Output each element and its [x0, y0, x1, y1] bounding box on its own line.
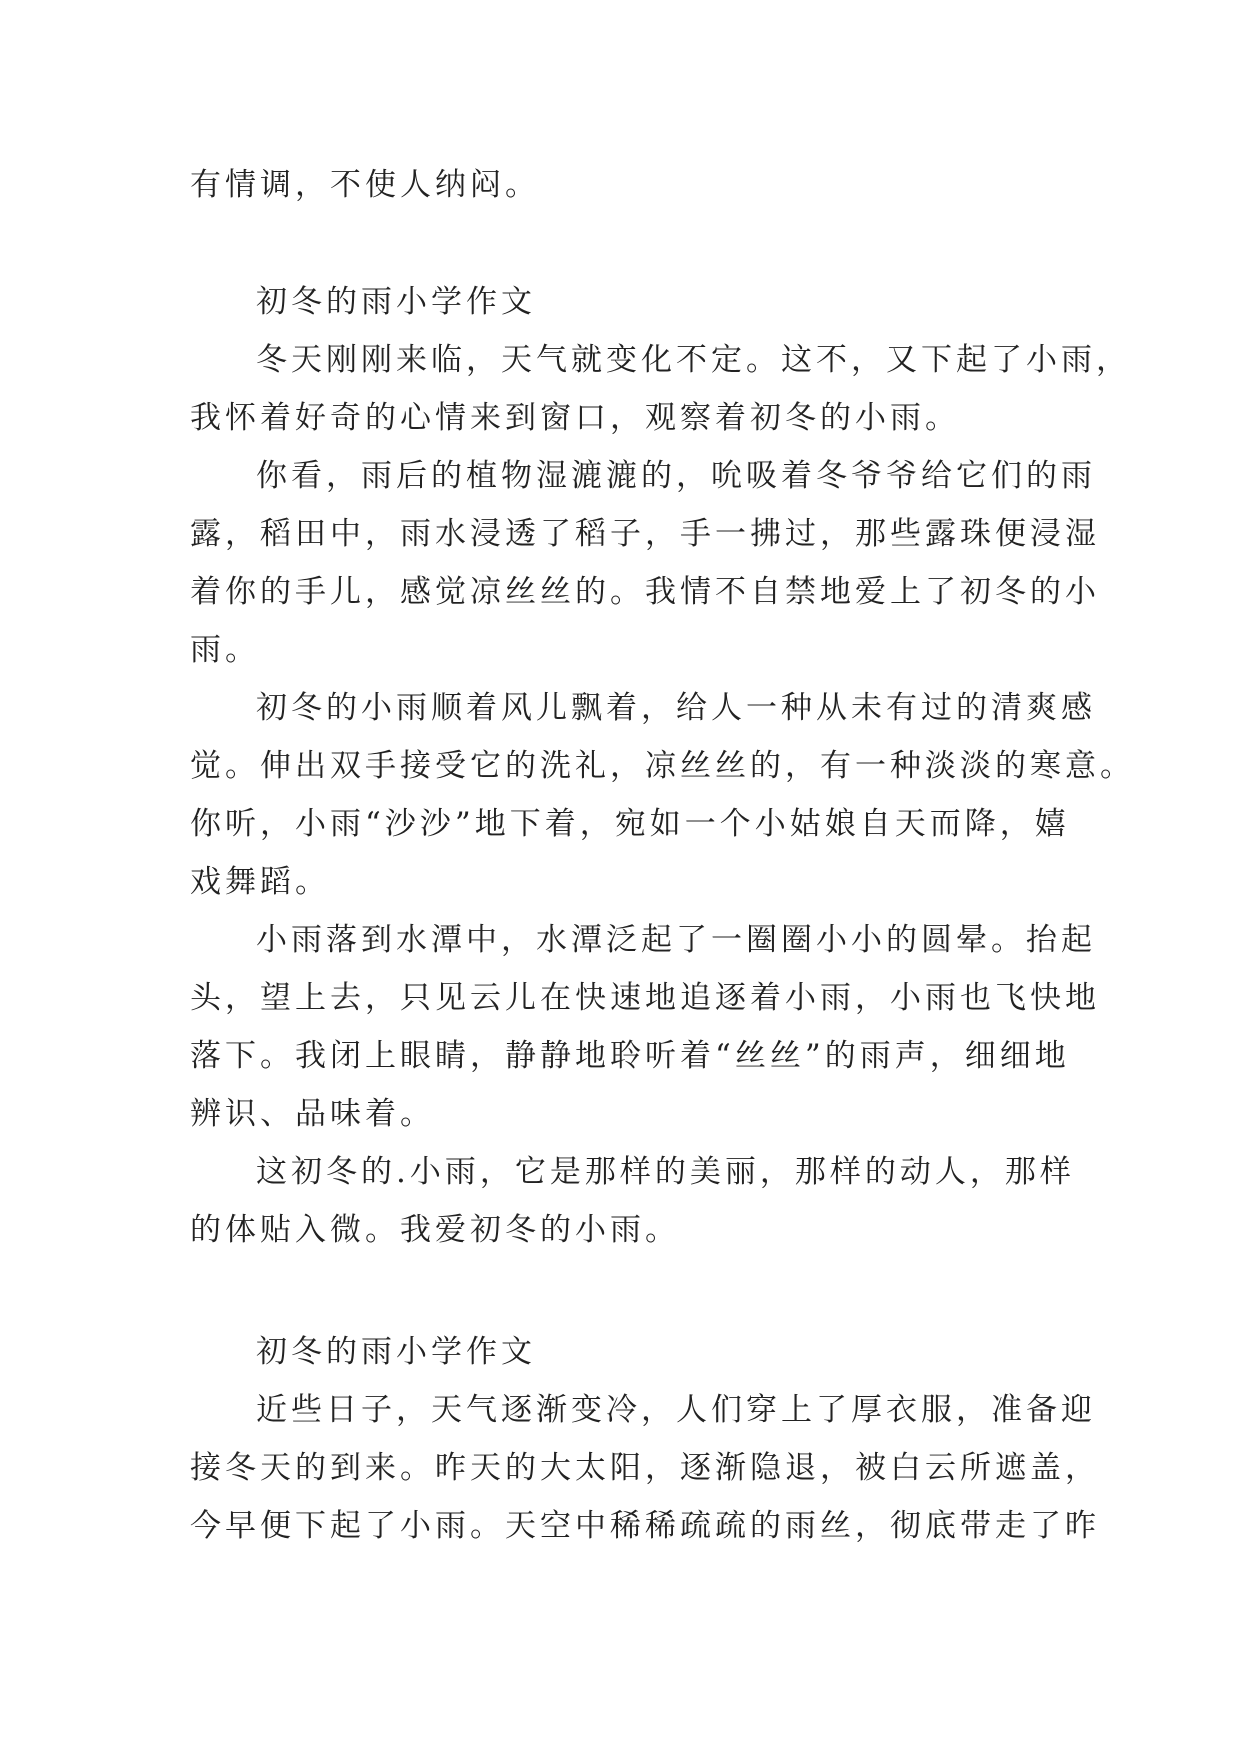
- text-line: 你听，小雨“沙沙”地下着，宛如一个小姑娘自天而降，嬉: [190, 806, 1070, 842]
- essay-1: [190, 273, 1135, 1259]
- text-line: 冬天刚刚来临，天气就变化不定。这不，又下起了小雨，: [256, 342, 1131, 378]
- text-line: 辨识、品味着。: [190, 1096, 435, 1132]
- text-line: 接冬天的到来。昨天的大太阳，逐渐隐退，被白云所遮盖，: [190, 1450, 1100, 1486]
- text-line: 落下。我闭上眼睛，静静地聆听着“丝丝”的雨声，细细地: [190, 1038, 1070, 1074]
- text-line: 露，稻田中，雨水浸透了稻子，手一拂过，那些露珠便浸湿: [190, 516, 1100, 552]
- text-line: 的体贴入微。我爱初冬的小雨。: [190, 1212, 680, 1248]
- essay-2-paragraph-1: [190, 1381, 1100, 1555]
- essay-1-paragraph-4: [190, 911, 1100, 1143]
- text-line: 雨。: [190, 632, 260, 668]
- essay-1-paragraph-5: [190, 1143, 1075, 1259]
- text-line: 小雨落到水潭中，水潭泛起了一圈圈小小的圆晕。抬起: [256, 922, 1096, 958]
- essay-title: 初冬的雨小学作文: [256, 284, 536, 320]
- intro-paragraph: [190, 156, 1060, 214]
- text-line: 近些日子，天气逐渐变冷，人们穿上了厚衣服，准备迎: [256, 1392, 1096, 1428]
- essay-1-paragraph-2: [190, 447, 1100, 679]
- essay-title: 初冬的雨小学作文: [256, 1334, 536, 1370]
- text-line: 这初冬的.小雨，它是那样的美丽，那样的动人，那样: [256, 1154, 1075, 1190]
- text-line: 有情调，不使人纳闷。: [190, 167, 540, 203]
- text-line: 你看，雨后的植物湿漉漉的，吮吸着冬爷爷给它们的雨: [256, 458, 1096, 494]
- essay-2: [190, 1323, 1100, 1555]
- text-line: 初冬的小雨顺着风儿飘着，给人一种从未有过的清爽感: [256, 690, 1096, 726]
- essay-1-paragraph-3: [190, 679, 1135, 911]
- essay-1-paragraph-1: [190, 331, 1131, 447]
- text-line: 今早便下起了小雨。天空中稀稀疏疏的雨丝，彻底带走了昨: [190, 1508, 1100, 1544]
- text-line: 戏舞蹈。: [190, 864, 330, 900]
- text-line: 我怀着好奇的心情来到窗口，观察着初冬的小雨。: [190, 400, 960, 436]
- text-line: 着你的手儿，感觉凉丝丝的。我情不自禁地爱上了初冬的小: [190, 574, 1100, 610]
- text-line: 觉。伸出双手接受它的洗礼，凉丝丝的，有一种淡淡的寒意。: [190, 748, 1135, 784]
- text-line: 头，望上去，只见云儿在快速地追逐着小雨，小雨也飞快地: [190, 980, 1100, 1016]
